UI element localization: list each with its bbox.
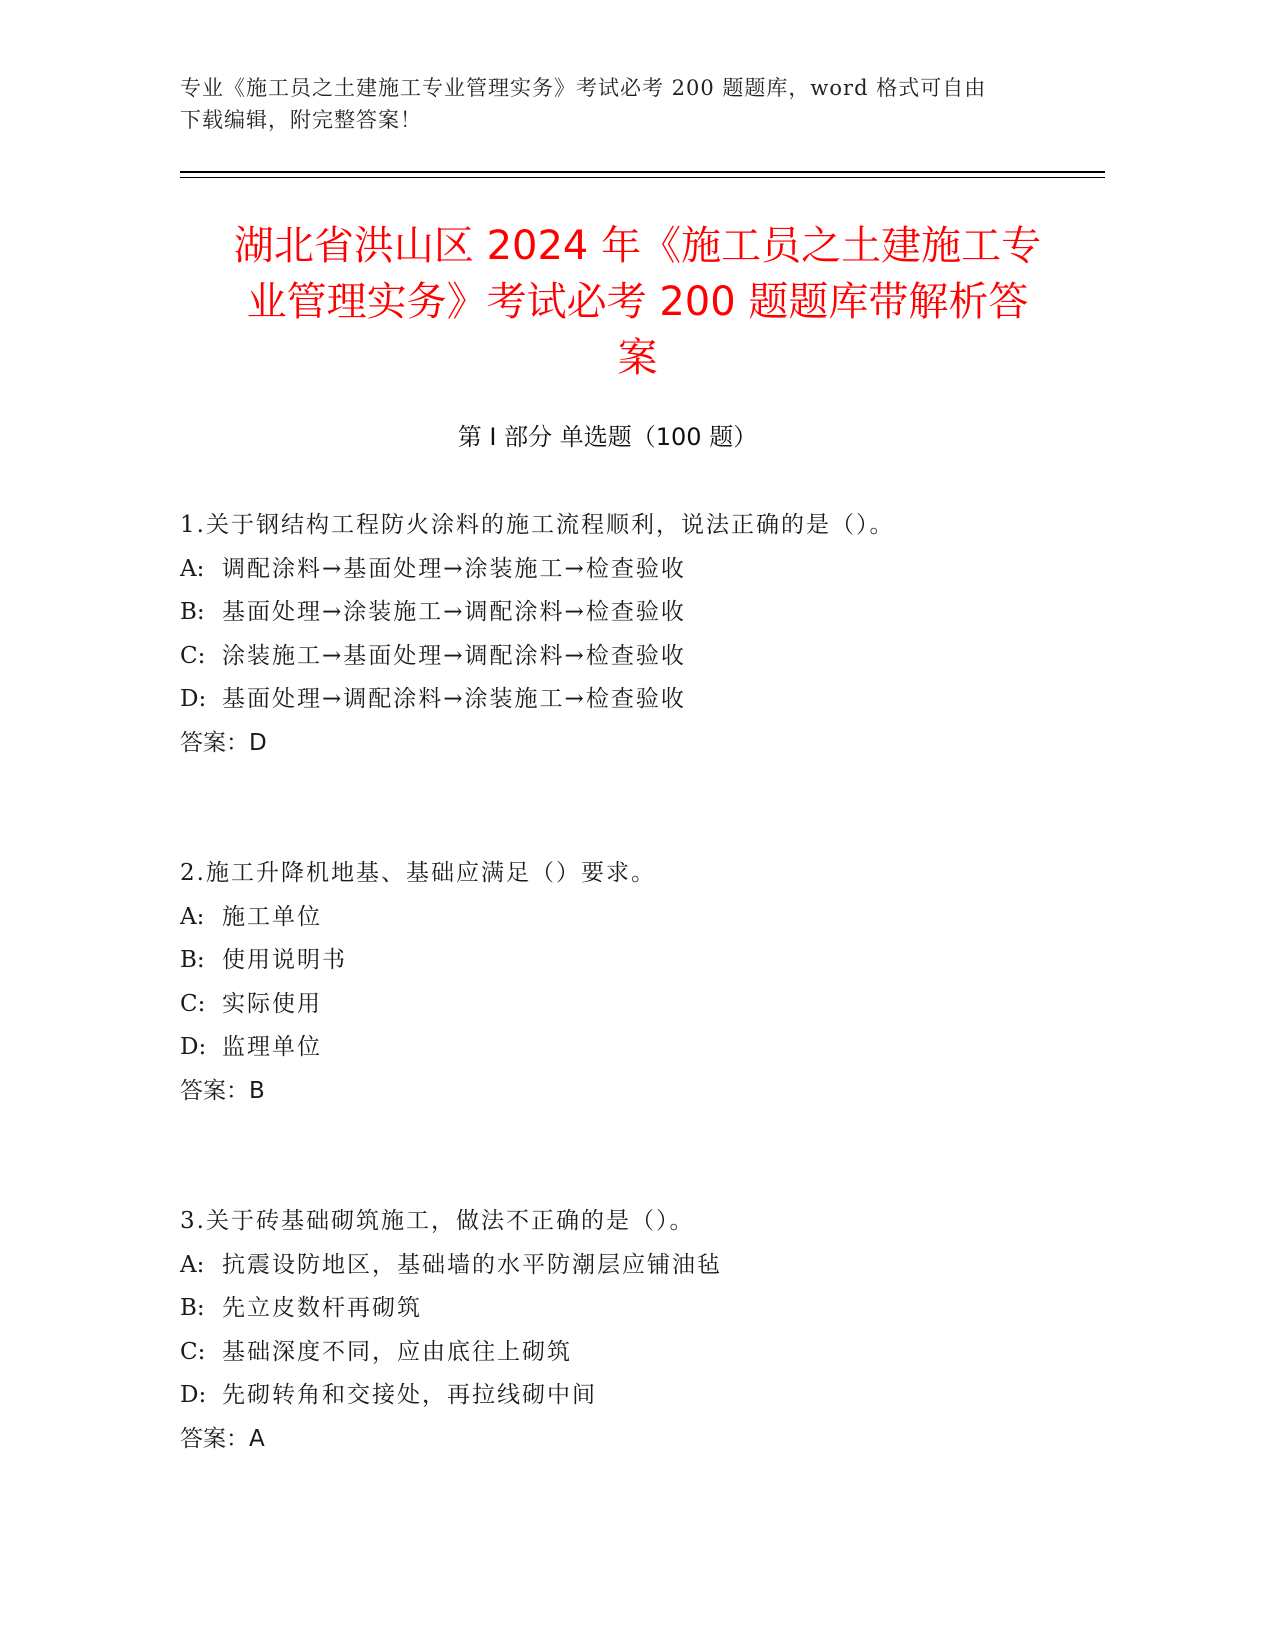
option-text: 抗震设防地区，基础墙的水平防潮层应铺油毡 bbox=[222, 1251, 722, 1278]
header-divider-thick bbox=[180, 171, 1105, 173]
option-key: C: bbox=[180, 1338, 206, 1365]
option-key: A: bbox=[180, 903, 205, 930]
option-key: B: bbox=[180, 1295, 205, 1321]
option-a bbox=[180, 896, 1080, 940]
option-text: 涂装施工→基面处理→调配涂料→检查验收 bbox=[222, 642, 686, 669]
document-title-line-1: 湖北省洪山区 2024 年《施工员之土建施工专 bbox=[233, 223, 1042, 269]
document-title-line-2: 业管理实务》考试必考 200 题题库带解析答 bbox=[246, 279, 1029, 325]
answer-line: 答案：B bbox=[180, 1077, 265, 1104]
option-text: 基面处理→调配涂料→涂装施工→检查验收 bbox=[222, 686, 686, 712]
option-text: 先立皮数杆再砌筑 bbox=[222, 1295, 422, 1321]
option-d bbox=[180, 1374, 1080, 1418]
option-key: B: bbox=[180, 599, 205, 625]
question-item bbox=[180, 504, 1080, 765]
option-c bbox=[180, 635, 1080, 679]
option-key: A: bbox=[180, 555, 205, 582]
option-text: 监理单位 bbox=[222, 1034, 322, 1060]
question-item bbox=[180, 852, 1080, 1113]
question-stem: 3.关于砖基础砌筑施工，做法不正确的是（）。 bbox=[180, 1208, 695, 1234]
option-text: 实际使用 bbox=[222, 990, 322, 1017]
option-text: 先砌转角和交接处，再拉线砌中间 bbox=[222, 1382, 597, 1408]
option-text: 使用说明书 bbox=[222, 947, 347, 973]
option-key: C: bbox=[180, 990, 206, 1017]
document-title-line-3: 案 bbox=[617, 335, 658, 381]
option-key: D: bbox=[180, 1034, 207, 1060]
document-title bbox=[160, 218, 1115, 386]
option-c bbox=[180, 983, 1080, 1027]
option-key: B: bbox=[180, 947, 205, 973]
option-text: 施工单位 bbox=[222, 903, 322, 930]
option-key: C: bbox=[180, 642, 206, 669]
question-list bbox=[180, 504, 1080, 1548]
option-text: 基面处理→涂装施工→调配涂料→检查验收 bbox=[222, 599, 686, 625]
header-divider-thin bbox=[180, 177, 1105, 178]
option-key: D: bbox=[180, 686, 207, 712]
question-stem: 2.施工升降机地基、基础应满足（）要求。 bbox=[180, 860, 656, 886]
option-key: D: bbox=[180, 1382, 207, 1408]
option-a bbox=[180, 548, 1080, 592]
option-b bbox=[180, 939, 1080, 983]
option-d bbox=[180, 1026, 1080, 1070]
question-stem: 1.关于钢结构工程防火涂料的施工流程顺利，说法正确的是（）。 bbox=[180, 512, 895, 538]
option-key: A: bbox=[180, 1251, 205, 1278]
answer-line: 答案：A bbox=[180, 1425, 265, 1452]
question-item bbox=[180, 1200, 1080, 1461]
answer-line: 答案：D bbox=[180, 729, 267, 756]
option-c bbox=[180, 1331, 1080, 1375]
header-note bbox=[180, 72, 1060, 136]
option-a bbox=[180, 1244, 1080, 1288]
section-title: 第 I 部分 单选题（100 题） bbox=[457, 423, 758, 451]
option-text: 调配涂料→基面处理→涂装施工→检查验收 bbox=[222, 555, 686, 582]
option-text: 基础深度不同，应由底往上砌筑 bbox=[222, 1338, 572, 1365]
option-d bbox=[180, 678, 1080, 722]
header-note-line-2: 下载编辑，附完整答案！ bbox=[180, 108, 422, 132]
option-b bbox=[180, 591, 1080, 635]
option-b bbox=[180, 1287, 1080, 1331]
header-note-line-1: 专业《施工员之土建施工专业管理实务》考试必考 200 题题库，word 格式可自由 bbox=[180, 76, 987, 100]
